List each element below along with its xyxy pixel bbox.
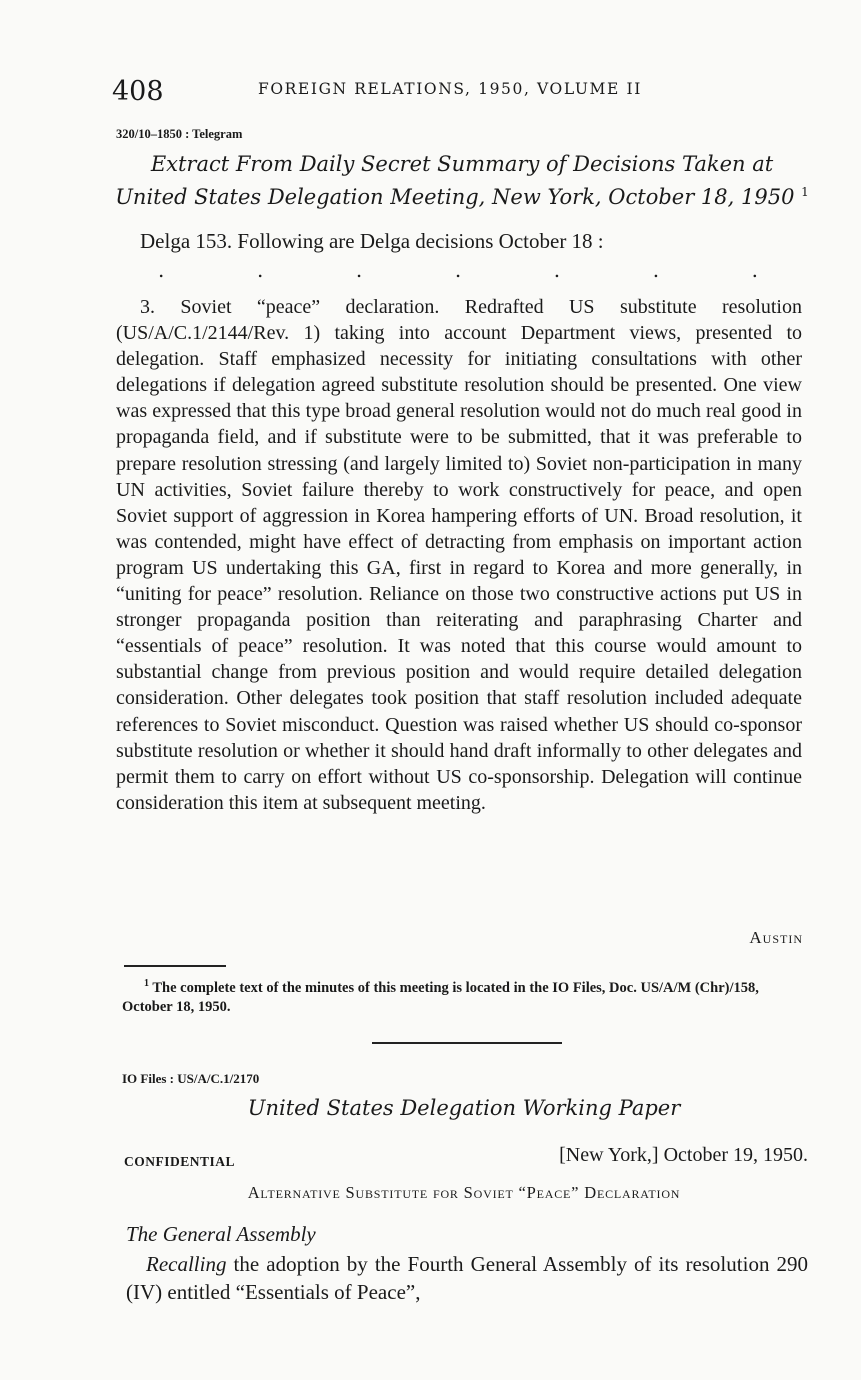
main-paragraph: 3. Soviet “peace” declaration. Redrafted US substitute resolution (US/A/C.1/2144/Rev. 1) taking into account Department views, presented to delegation. Staff emphasized necessity for initiating consultations with other delegations if delegation agreed substitute resolution should be presented. One view was expressed that this type broad general resolution would not do much real good in propaganda field, and if substitute were to be submitted, that it was preferable to prepare resolution stressing (and largely limited to) Soviet non-participation in many UN activities, Soviet failure thereby to work constructively for peace, and open Soviet support of aggression in Korea hampering efforts of UN. Broad resolution, it was contended, might have effect of detracting from emphasis on important action program US undertaking this GA, first in regard to Korea and more generally, in “uniting for peace” resolution. Reliance on those two constructive actions put US in stronger propaganda position than reiterating and paraphrasing Charter and “essentials of peace” resolution. It was noted that this course would amount to substantial change from previous position and would require detailed delegation consideration. Other delegates took position that staff resolution included adequate references to Soviet misconduct. Question was raised whether US should co-sponsor substitute resolution or whether it should hand draft informally to other delegates and permit them to carry on effort without US co-sponsorship. Delegation will continue consideration this item at subsequent meeting. bbox=[116, 296, 802, 814]
ellipsis-dot: . bbox=[158, 258, 165, 282]
section-divider bbox=[372, 1042, 562, 1044]
ellipsis-dot: . bbox=[454, 258, 462, 282]
title-footnote-marker: 1 bbox=[801, 185, 809, 199]
ellipsis-dot: . bbox=[355, 258, 363, 282]
ellipsis-dot: . bbox=[652, 258, 660, 282]
ellipsis-dot: . bbox=[751, 258, 758, 282]
recalling-text: the adoption by the Fourth General Assembly of its resolution 290 (IV) entitled “Essentials of Peace”, bbox=[126, 1252, 808, 1304]
footnote bbox=[122, 974, 808, 1017]
ellipsis-dot: . bbox=[256, 258, 264, 282]
recalling-paragraph bbox=[126, 1250, 808, 1306]
assembly-heading: The General Assembly bbox=[126, 1222, 316, 1246]
file-reference: 320/10–1850 : Telegram bbox=[116, 127, 243, 141]
footnote-marker: 1 bbox=[144, 978, 149, 989]
page-number: 408 bbox=[112, 76, 164, 107]
recalling-lead-word: Recalling bbox=[146, 1252, 227, 1276]
classification-label: CONFIDENTIAL bbox=[124, 1154, 236, 1169]
running-head: FOREIGN RELATIONS, 1950, VOLUME II bbox=[258, 80, 642, 98]
document-title-text: Extract From Daily Secret Summary of Decisions Taken at United States Delegation Meeting, New York, October 18, 1950 bbox=[115, 152, 795, 209]
dateline: [New York,] October 19, 1950. bbox=[559, 1144, 808, 1166]
ellipsis-dot: . bbox=[553, 258, 561, 282]
footnote-divider bbox=[124, 965, 226, 967]
intro-line: Delga 153. Following are Delga decisions October 18 : bbox=[140, 229, 604, 253]
section-heading: Alternative Substitute for Soviet “Peace” Declaration bbox=[247, 1183, 681, 1202]
document-title bbox=[112, 150, 812, 211]
second-file-reference: IO Files : US/A/C.1/2170 bbox=[122, 1071, 260, 1086]
signature: Austin bbox=[749, 928, 803, 947]
footnote-text: The complete text of the minutes of this meeting is located in the IO Files, Doc. US/A/M (Chr)/158, October 18, 1950. bbox=[122, 979, 759, 1015]
omission-ellipsis bbox=[158, 258, 758, 282]
working-paper-title: United States Delegation Working Paper bbox=[247, 1096, 681, 1120]
